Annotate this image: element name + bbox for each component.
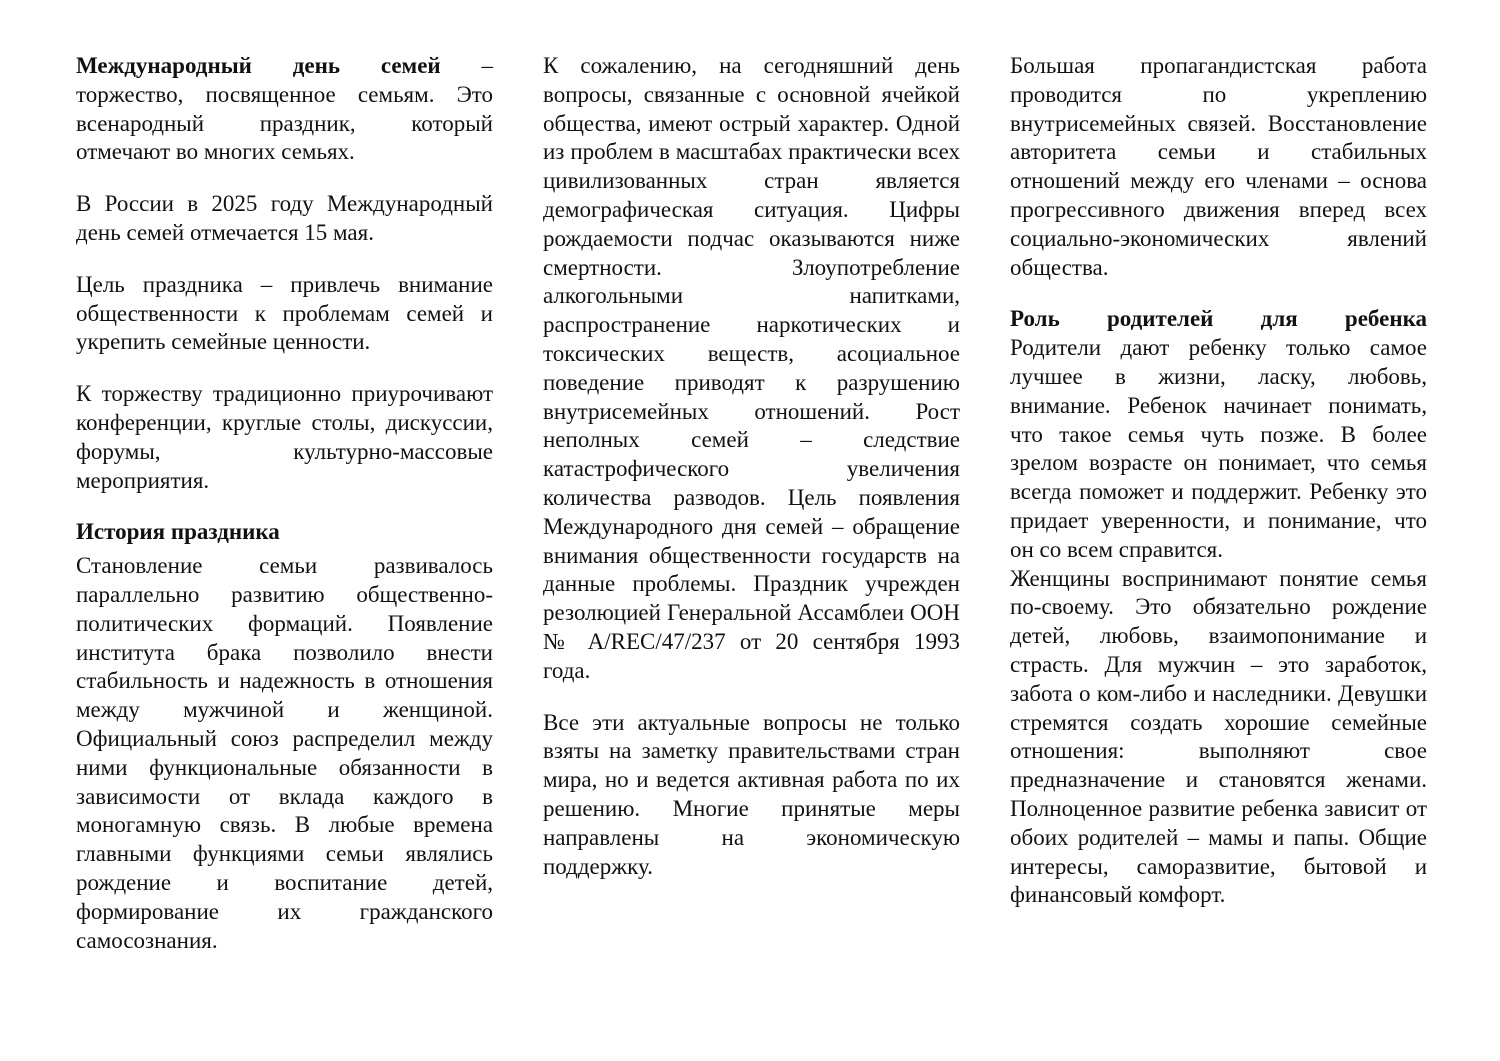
goal-paragraph: Цель праздника – привлечь внимание общественности к проблемам семей и укрепить семейные ценности. [76, 271, 493, 355]
parents-paragraph: Родители дают ребенку только самое лучшее в жизни, ласку, любовь, внимание. Ребенок начинает понимать, что такое семья чуть позже. В более зрелом возрасте он понимает, что семья всегда поможет и поддержит. Ребенку это придает уверенности, и понимание, что он со всем справится. [1010, 335, 1427, 562]
problems-paragraph: К сожалению, на сегодняшний день вопросы, связанные с основной ячейкой общества, имеют острый характер. Одной из проблем в масштабах практически всех цивилизованных стран является демографическая ситуация. Цифры рождаемости подчас оказываются ниже смертности. Злоупотребление алкогольными напитками, распространение наркотических и токсических веществ, асоциальное поведение приводят к разрушению внутрисемейных отношений. Рост неполных семей – следствие катастрофического увеличения количества разводов. Цель появления Международного дня семей – обращение внимания общественности государств на данные проблемы. Праздник учрежден резолюцией Генеральной Ассамблеи ООН № A/REC/47/237 от 20 сентября 1993 года. [543, 53, 960, 683]
column-middle [543, 52, 960, 881]
column-left [76, 52, 493, 955]
column-right [1010, 52, 1427, 910]
events-paragraph: К торжеству традиционно приурочивают конференции, круглые столы, дискуссии, форумы, культурно-массовые мероприятия. [76, 381, 493, 493]
history-heading: История праздника [76, 519, 280, 545]
measures-paragraph: Все эти актуальные вопросы не только взяты на заметку правительствами стран мира, но и ведется активная работа по их решению. Многие принятые меры направлены на экономическую поддержку. [543, 709, 960, 879]
intro-text: – торжество, посвященное семьям. Это всенародный праздник, который отмечают во многих семьях. [76, 53, 493, 165]
women-men-paragraph: Женщины воспринимают понятие семья по-своему. Это обязательно рождение детей, любовь, взаимопонимание и страсть. Для мужчин – это заработок, забота о ком-либо и наследники. Девушки стремятся создать хорошие семейные отношения: выполняют свое предназначение и становятся женами. Полноценное развитие ребенка зависит от обоих родителей – мамы и папы. Общие интересы, саморазвитие, бытовой и финансовый комфорт. [1010, 565, 1427, 908]
intro-bold-title: Международный день семей [76, 53, 441, 78]
date-paragraph: В России в 2025 году Международный день семей отмечается 15 мая. [76, 191, 493, 245]
propaganda-paragraph: Большая пропагандистская работа проводится по укреплению внутрисемейных связей. Восстановление авторитета семьи и стабильных отношений между его членами – основа прогрессивного движения вперед всех социально-экономических явлений общества. [1010, 53, 1427, 280]
parents-role-heading: Роль родителей для ребенка [1010, 306, 1427, 332]
intro-paragraph [76, 52, 493, 167]
history-paragraph: Становление семьи развивалось параллельно развитию общественно-политических формаций. Появление института брака позволило внести стабильность и надежность в отношения между мужчиной и женщиной. Официальный союз распределил между ними функциональные обязанности в зависимости от вклада каждого в моногамную связь. В любые времена главными функциями семьи являлись рождение и воспитание детей, формирование их гражданского самосознания. [76, 553, 493, 953]
